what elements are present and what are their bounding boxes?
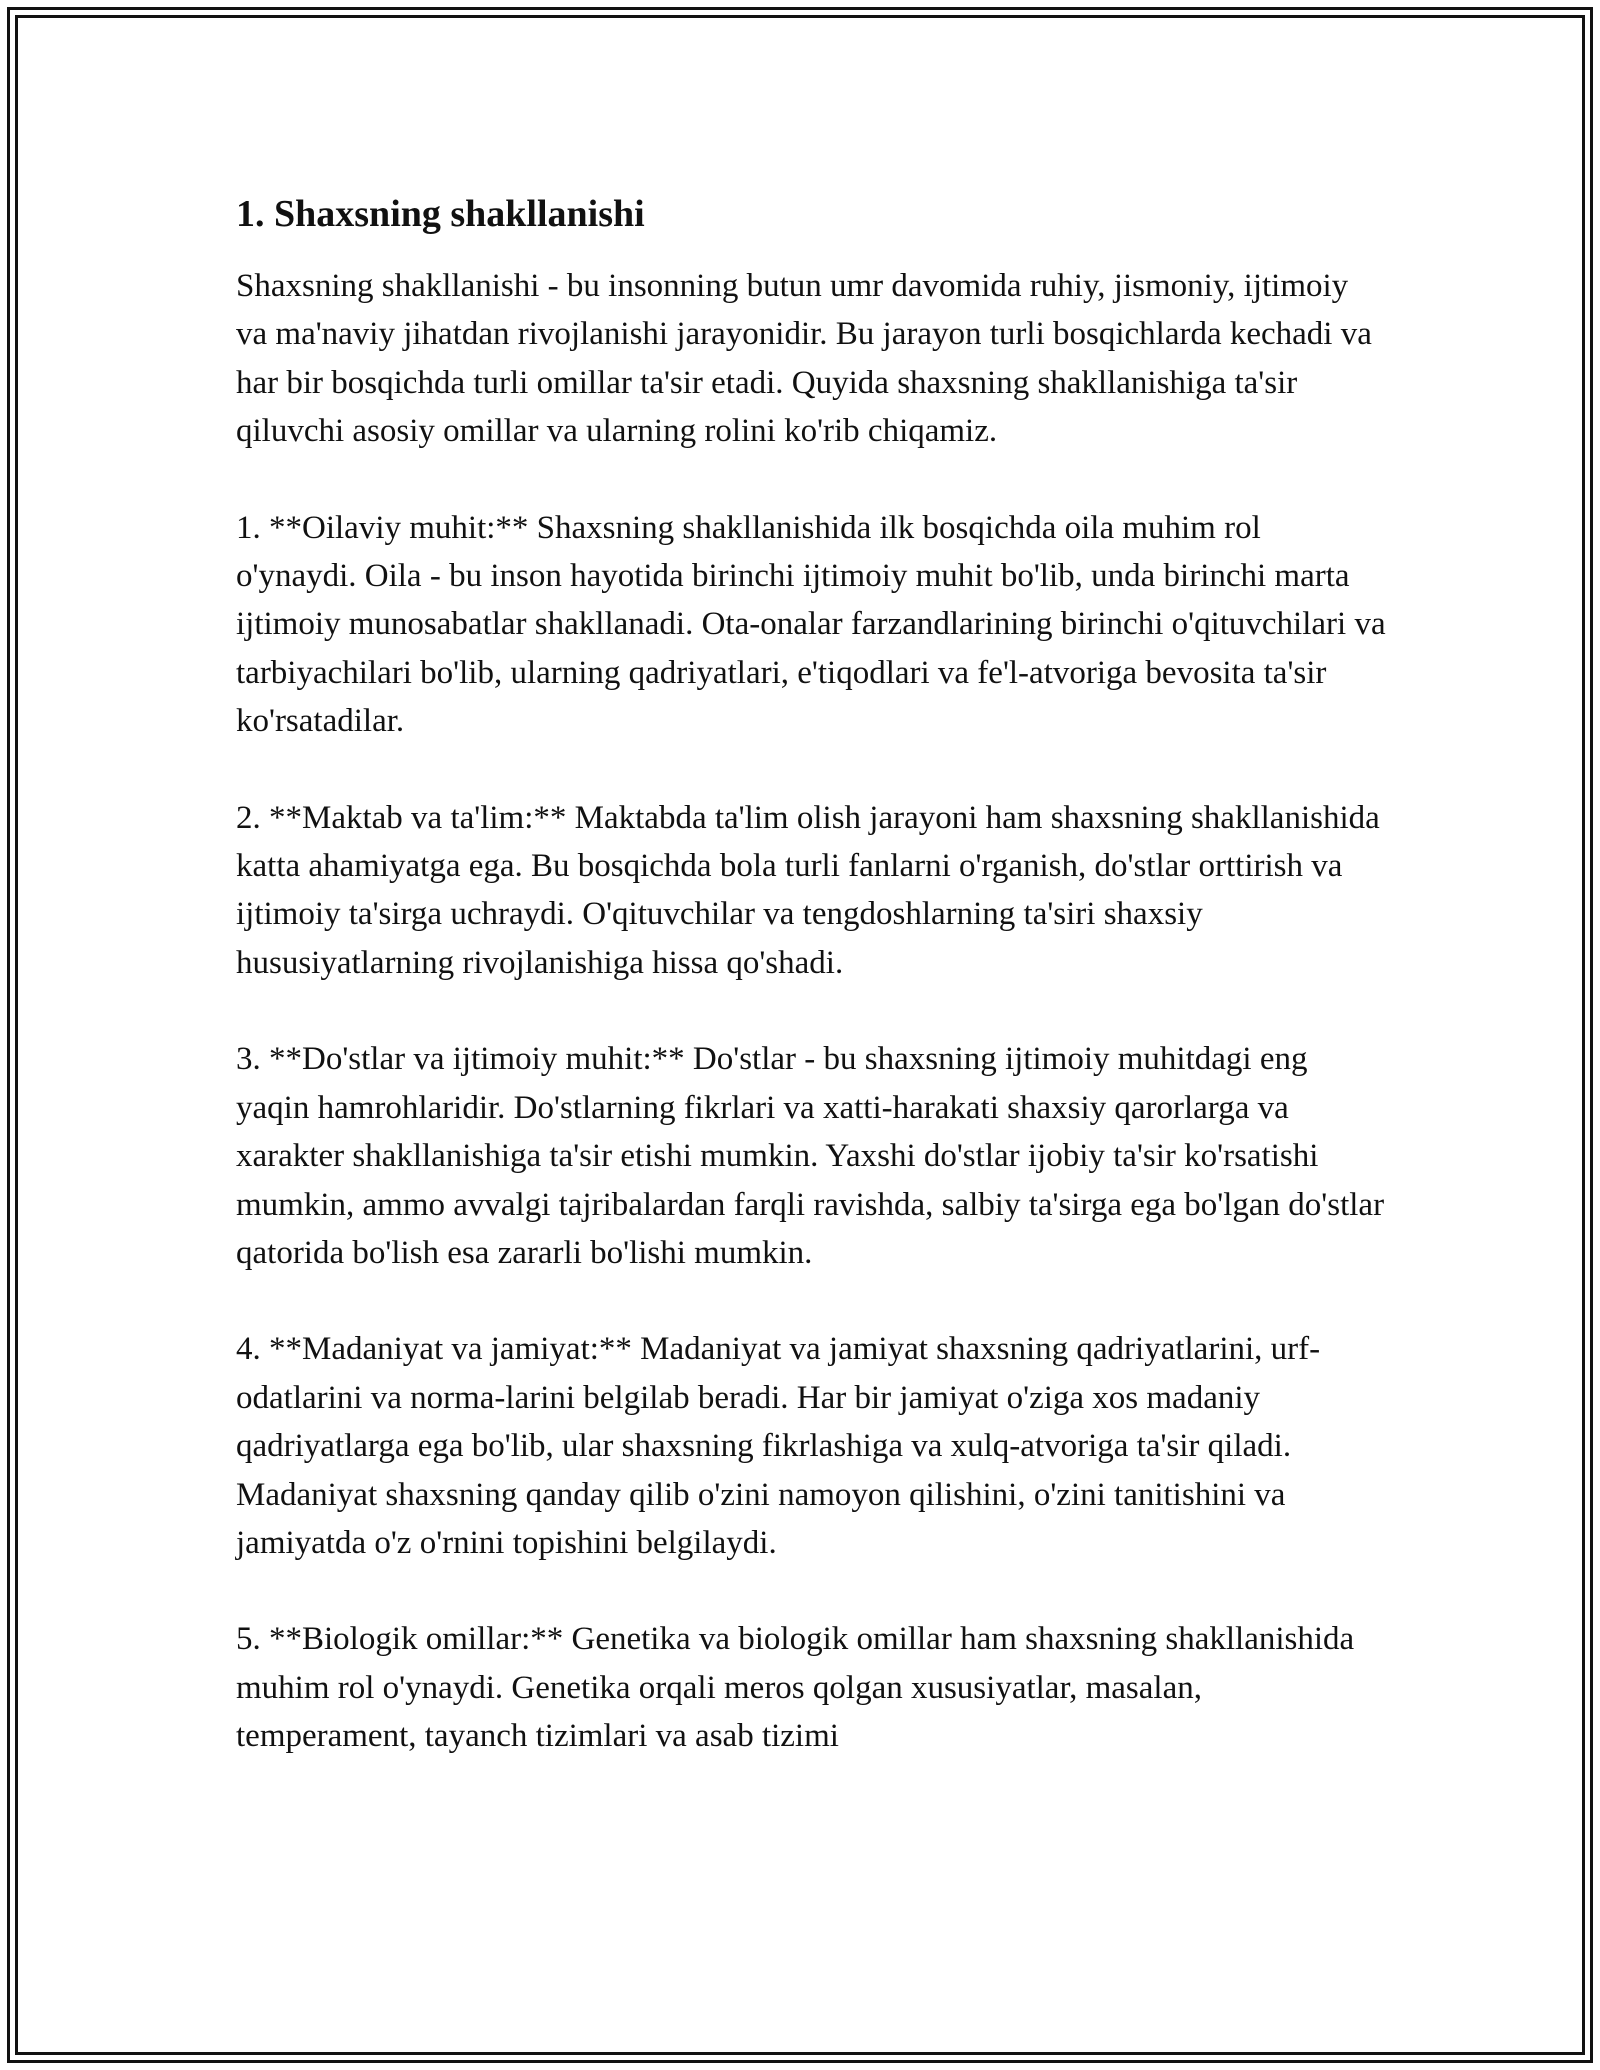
paragraph-culture-society: 4. **Madaniyat va jamiyat:** Madaniyat va jamiyat shaxsning qadriyatlarini, urf-odatlarini va norma-larini belgilab beradi. Har bir jamiyat o'ziga xos madaniy qadriyatlarga ega bo'lib, ular shaxsning fikrlashiga va xulq-atvoriga ta'sir qiladi. Madaniyat shaxsning qanday qilib o'zini namoyon qilishini, o'zini tanitishini va jamiyatda o'z o'rnini topishini belgilaydi. bbox=[236, 1331, 1321, 1561]
paragraph-biological-factors: 5. **Biologik omillar:** Genetika va biologik omillar ham shaxsning shakllanishida muhim rol o'ynaydi. Genetika orqali meros qolgan xususiyatlar, masalan, temperament, tayanch tizimlari va asab tizimi bbox=[236, 1621, 1355, 1755]
paragraph-family-environment: 1. **Oilaviy muhit:** Shaxsning shakllanishida ilk bosqichda oila muhim rol o'ynaydi. Oila - bu inson hayotida birinchi ijtimoiy muhit bo'lib, unda birinchi marta ijtimoiy munosabatlar shakllanadi. Ota-onalar farzandlarining birinchi o'qituvchilari va tarbiyachilari bo'lib, ularning qadriyatlari, e'tiqodlari va fe'l-atvoriga bevosita ta'sir ko'rsatadilar. bbox=[236, 509, 1386, 740]
paragraph-school-education: 2. **Maktab va ta'lim:** Maktabda ta'lim olish jarayoni ham shaxsning shakllanishida katta ahamiyatga ega. Bu bosqichda bola turli fanlarni o'rganish, do'stlar orttirish va ijtimoiy ta'sirga uchraydi. O'qituvchilar va tengdoshlarning ta'siri shaxsiy hususiyatlarning rivojlanishiga hissa qo'shadi. bbox=[236, 799, 1380, 981]
document-body bbox=[236, 186, 1386, 1809]
paragraph-intro: Shaxsning shakllanishi - bu insonning butun umr davomida ruhiy, jismoniy, ijtimoiy va ma'naviy jihatdan rivojlanishi jarayonidir. Bu jarayon turli bosqichlarda kechadi va har bir bosqichda turli omillar ta'sir etadi. Quyida shaxsning shakllanishiga ta'sir qiluvchi asosiy omillar va ularning rolini ko'rib chiqamiz. bbox=[236, 268, 1372, 450]
paragraph-friends-social: 3. **Do'stlar va ijtimoiy muhit:** Do'stlar - bu shaxsning ijtimoiy muhitdagi eng yaqin hamrohlaridir. Do'stlarning fikrlari va xatti-harakati shaxsiy qarorlarga va xarakter shakllanishiga ta'sir etishi mumkin. Yaxshi do'stlar ijobiy ta'sir ko'rsatishi mumkin, ammo avvalgi tajribalardan farqli ravishda, salbiy ta'sirga ega bo'lgan do'stlar qatorida bo'lish esa zararli bo'lishi mumkin. bbox=[236, 1041, 1385, 1271]
section-title: 1. Shaxsning shakllanishi bbox=[236, 193, 645, 235]
